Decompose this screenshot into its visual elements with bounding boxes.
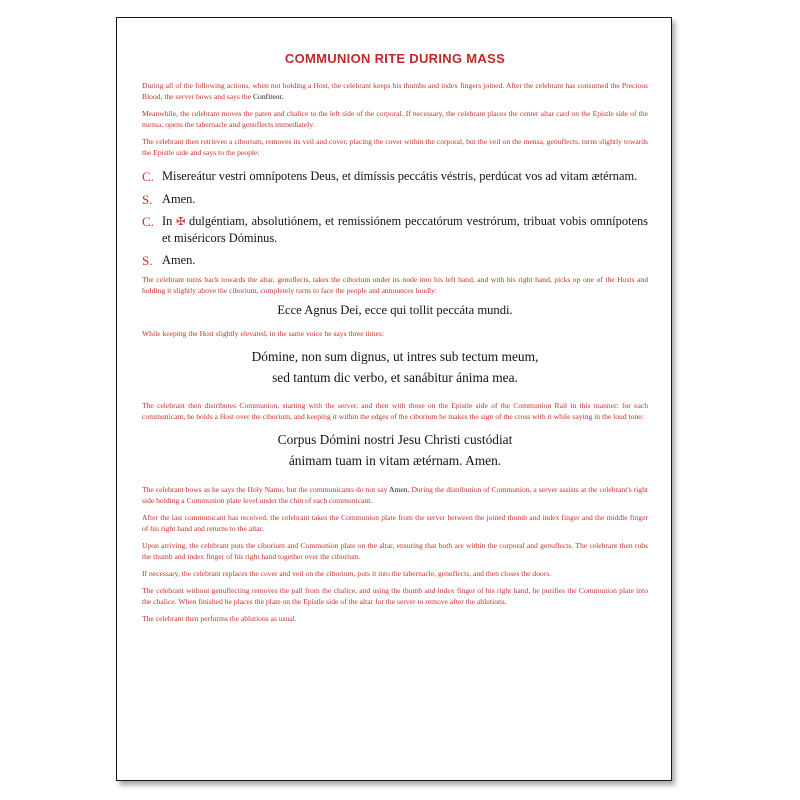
- rubric-1-confiteor: Confiteor.: [252, 92, 284, 101]
- card-content: [142, 51, 648, 630]
- rubric-7-text: The celebrant bows as he says the Holy Name, but the communicants do not say: [142, 484, 388, 494]
- prayer-corpus-line-1: Corpus Dómini nostri Jesu Christi custódiat: [277, 432, 513, 448]
- prayer-corpus: [142, 430, 648, 472]
- prayer-corpus-line-2: ánimam tuam in vitam ætérnam. Amen.: [288, 453, 502, 469]
- speech-text: Amen.: [162, 252, 196, 267]
- rite-card: [116, 17, 672, 781]
- rubric-6: The celebrant then distributes Communion, starting with the server, and then with those on the Epistle side of the Communion Rail in this manner: for each communicant, he holds a Host over the ciborium, and keeping it within the edges of the ciborium he makes the sign of the cross with it while saying in the loud tone:: [142, 401, 648, 422]
- rubric-9: Upon arriving, the celebrant puts the ciborium and Communion plate on the altar, ensuring that both are within the corporal and genuflects. The celebrant then rubs the thumb and index finger of his right hand together over the ciborium.: [142, 540, 648, 561]
- rubric-8: After the last communicant has received, the celebrant takes the Communion plate from the server between the joined thumb and index finger and the middle finger of his right hand and returns to the altar.: [142, 512, 648, 533]
- dialog-line: [142, 213, 648, 247]
- rubric-12: The celebrant then performs the ablutions as usual.: [142, 613, 297, 623]
- rubric-7-tail: During the distribution of Communion, a server assists at the celebrant's right side holding a Communion plate level under the chin of each communicant.: [142, 484, 648, 505]
- rubric-10: If necessary, the celebrant replaces the cover and veil on the ciborium, puts it into the tabernacle, genuflects, and then closes the doors.: [142, 568, 552, 578]
- dialog-line: [142, 252, 648, 270]
- prayer-domine-line-2: sed tantum dic verbo, et sanábitur ánima mea.: [272, 369, 518, 385]
- prayer-domine: [142, 347, 648, 389]
- page-title: COMMUNION RITE DURING MASS: [284, 51, 506, 66]
- cross-icon: ✠: [176, 216, 186, 229]
- speaker-label: S.: [142, 252, 153, 268]
- speech-text: Amen.: [162, 191, 196, 206]
- dialog-line: [142, 191, 648, 209]
- rubric-3: The celebrant then retrieves a ciborium, removes its veil and cover, placing the cover within the corporal, but the veil on the mensa, genuflects, turns slightly towards the Epistle side and says to the people:: [142, 137, 648, 157]
- rubric-1-text: During all of the following actions, when not holding a Host, the celebrant keeps his thumbs and index fingers joined. After the celebrant has consumed the Precious Blood, the server bows and says the: [142, 81, 648, 101]
- speaker-label: S.: [142, 191, 153, 207]
- rubric-1: [142, 80, 648, 102]
- speech-text: Misereátur vestri omnípotens Deus, et dimíssis peccátis véstris, perdúcat vos ad vitam ætérnam.: [162, 169, 638, 183]
- rubric-7: [142, 484, 648, 506]
- prayer-domine-line-1: Dómine, non sum dignus, ut intres sub tectum meum,: [251, 348, 539, 364]
- speech-rest: dulgéntiam, absolutiónem, et remissiónem peccatórum vestrórum, tribuat vobis omnípotens et miséricors Dóminus.: [162, 214, 648, 245]
- speech-text-indulgentiam: [162, 213, 648, 247]
- rubric-5: While keeping the Host slightly elevated, in the same voice he says three times:: [142, 328, 385, 338]
- rubric-2: Meanwhile, the celebrant moves the paten and chalice to the left side of the corporal. If necessary, the celebrant places the center altar card on the Epistle side of the mensa, opens the tabernacle and genuflects immediately.: [142, 109, 648, 129]
- dialog-block: [142, 168, 648, 269]
- rubric-7-amen: Amen.: [388, 484, 410, 494]
- rubric-11: The celebrant without genuflecting removes the pall from the chalice, and using the thumb and index finger of his right hand, he purifies the Communion plate into the chalice. When finished he places the plate on the Epistle side of the altar for the server to remove after the ablutions.: [142, 585, 648, 606]
- speech-prefix: In: [162, 214, 173, 229]
- speaker-label: C.: [142, 169, 154, 184]
- rubric-4: The celebrant turns back towards the altar, genuflects, takes the ciborium under its node into his left hand, and with his right hand, picks up one of the Hosts and holding it slightly above the ciborium, completely turns to face the people and announces loudly:: [142, 275, 648, 296]
- dialog-line: [142, 168, 648, 186]
- speaker-label: C.: [142, 214, 154, 230]
- prayer-ecce: Ecce Agnus Dei, ecce qui tollit peccáta mundi.: [277, 303, 513, 318]
